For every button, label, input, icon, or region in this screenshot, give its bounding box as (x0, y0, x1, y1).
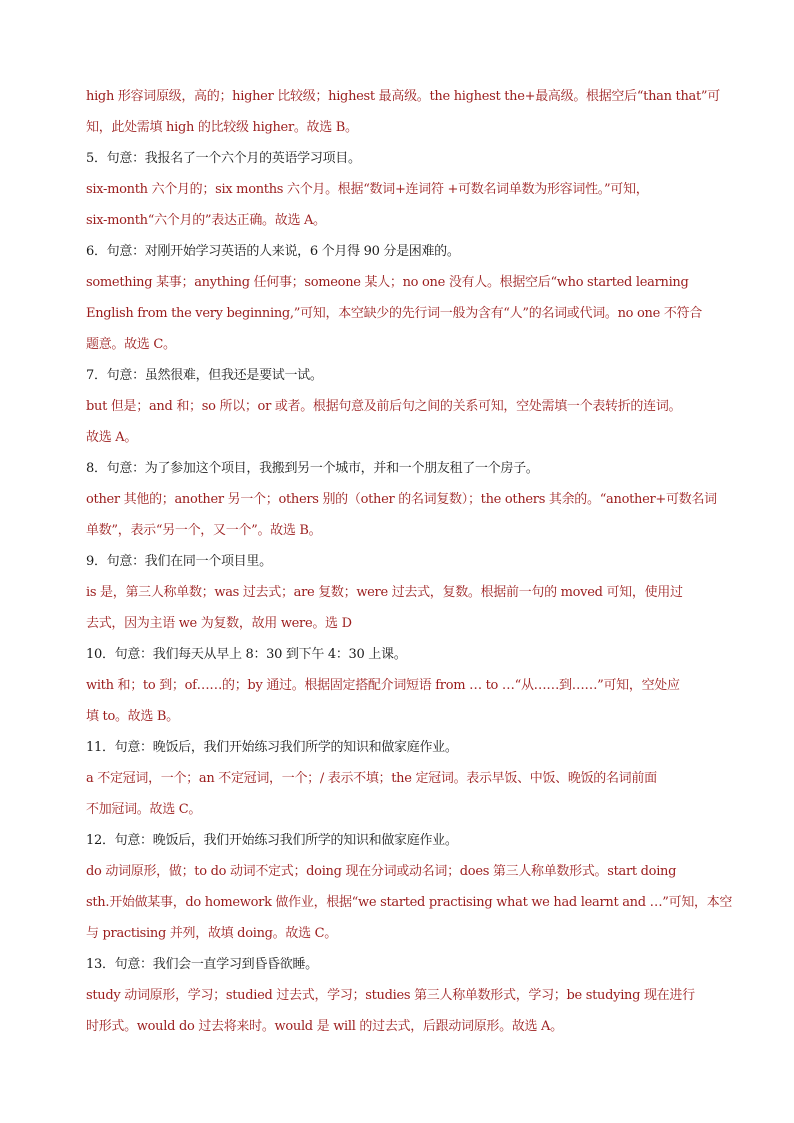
explanation-line: 知，此处需填 high 的比较级 higher。故选 B。 (86, 120, 358, 135)
explanation-line: something 某事；anything 任何事；someone 某人；no one 没有人。根据空后“who started learning (86, 275, 689, 290)
explanation-line: high 形容词原级，高的；higher 比较级；highest 最高级。the highest the+最高级。根据空后“than that”可 (86, 89, 720, 104)
explanation-line: 单数”，表示“另一个，又一个”。故选 B。 (86, 523, 322, 538)
explanation-line: a 不定冠词，一个；an 不定冠词，一个；/ 表示不填；the 定冠词。表示早饭、中饭、晚饭的名词前面 (86, 771, 657, 786)
explanation-line: 故选 A。 (86, 430, 138, 445)
explanation-line: 不加冠词。故选 C。 (86, 802, 202, 817)
explanation-line: English from the very beginning,”可知，本空缺少的先行词一般为含有“人”的名词或代词。no one 不符合 (86, 306, 702, 321)
question-heading: 8．句意：为了参加这个项目，我搬到另一个城市，并和一个朋友租了一个房子。 (86, 461, 539, 476)
explanation-line: study 动词原形，学习；studied 过去式，学习；studies 第三人称单数形式，学习；be studying 现在进行 (86, 988, 695, 1003)
question-heading: 9．句意：我们在同一个项目里。 (86, 554, 272, 569)
explanation-line: 去式，因为主语 we 为复数，故用 were。选 D (86, 616, 352, 631)
explanation-line: six-month 六个月的；six months 六个月。根据“数词+连词符 +可数名词单数为形容词性。”可知， (86, 182, 649, 197)
question-heading: 7．句意：虽然很难，但我还是要试一试。 (86, 368, 323, 383)
explanation-line: six-month“六个月的”表达正确。故选 A。 (86, 213, 326, 228)
explanation-line: 题意。故选 C。 (86, 337, 176, 352)
question-heading: 12．句意：晚饭后，我们开始练习我们所学的知识和做家庭作业。 (86, 833, 458, 848)
explanation-line: 填 to。故选 B。 (86, 709, 179, 724)
explanation-line: other 其他的；another 另一个；others 别的（other 的名词复数）；the others 其余的。“another+可数名词 (86, 492, 717, 507)
question-heading: 6．句意：对刚开始学习英语的人来说，6 个月得 90 分是困难的。 (86, 244, 460, 259)
explanation-line: 与 practising 并列，故填 doing。故选 C。 (86, 926, 337, 941)
question-heading: 5．句意：我报名了一个六个月的英语学习项目。 (86, 151, 361, 166)
question-heading: 10．句意：我们每天从早上 8：30 到下午 4：30 上课。 (86, 647, 407, 662)
answer-explanations (86, 81, 733, 1042)
explanation-line: sth.开始做某事，do homework 做作业，根据“we started practising what we had learnt and …”可知，本空 (86, 895, 733, 910)
explanation-line: but 但是；and 和；so 所以；or 或者。根据句意及前后句之间的关系可知，空处需填一个表转折的连词。 (86, 399, 682, 414)
explanation-line: 时形式。would do 过去将来时。would 是 will 的过去式，后跟动词原形。故选 A。 (86, 1019, 563, 1034)
question-heading: 13．句意：我们会一直学习到昏昏欲睡。 (86, 957, 318, 972)
question-heading: 11．句意：晚饭后，我们开始练习我们所学的知识和做家庭作业。 (86, 740, 458, 755)
explanation-line: with 和；to 到；of……的；by 通过。根据固定搭配介词短语 from … to …“从……到……”可知，空处应 (86, 678, 680, 693)
explanation-line: is 是，第三人称单数；was 过去式；are 复数；were 过去式，复数。根据前一句的 moved 可知，使用过 (86, 585, 683, 600)
explanation-line: do 动词原形，做；to do 动词不定式；doing 现在分词或动名词；does 第三人称单数形式。start doing (86, 864, 677, 879)
